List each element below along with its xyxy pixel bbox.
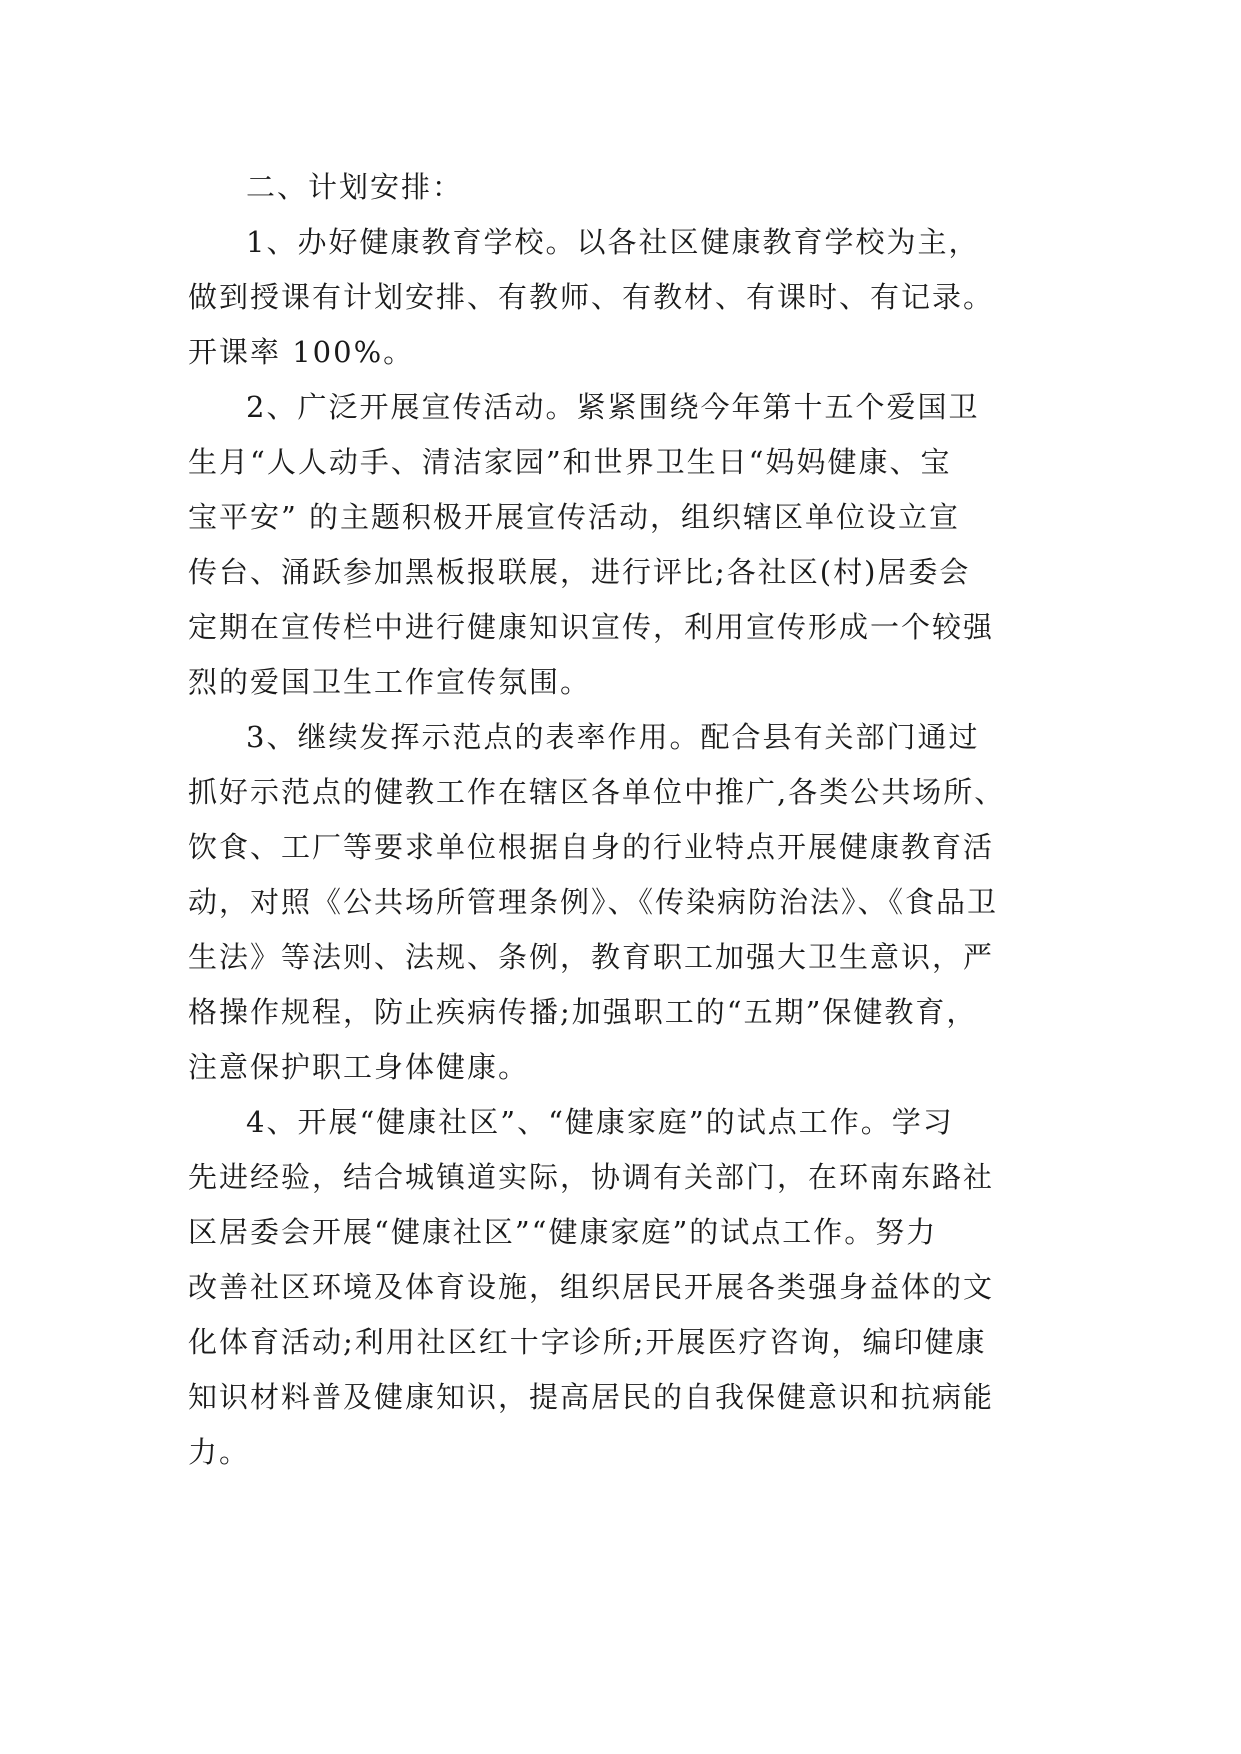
document-body bbox=[188, 160, 1073, 1480]
paragraph-2 bbox=[188, 380, 1073, 710]
paragraph-line: 做到授课有计划安排、有教师、有教材、有课时、有记录。 bbox=[188, 280, 995, 314]
paragraph-line: 力。 bbox=[188, 1435, 251, 1469]
paragraph-line: 4、开展“健康社区”、“健康家庭”的试点工作。学习 bbox=[246, 1105, 954, 1139]
paragraph-line: 动，对照《公共场所管理条例》、《传染病防治法》、《食品卫 bbox=[188, 885, 999, 919]
paragraph-line: 1、办好健康教育学校。以各社区健康教育学校为主， bbox=[246, 225, 980, 259]
paragraph-line: 2、广泛开展宣传活动。紧紧围绕今年第十五个爱国卫 bbox=[246, 390, 980, 424]
paragraph-line: 传台、涌跃参加黑板报联展，进行评比;各社区(村)居委会 bbox=[188, 555, 971, 589]
paragraph-line: 生月“人人动手、清洁家园”和世界卫生日“妈妈健康、宝 bbox=[188, 445, 952, 479]
paragraph-4 bbox=[188, 1095, 1073, 1480]
paragraph-line: 抓好示范点的健教工作在辖区各单位中推广,各类公共场所、 bbox=[188, 775, 1006, 809]
paragraph-3 bbox=[188, 710, 1073, 1095]
paragraph-line: 注意保护职工身体健康。 bbox=[188, 1050, 530, 1084]
section-heading: 二、计划安排： bbox=[246, 170, 464, 204]
paragraph-line: 烈的爱国卫生工作宣传氛围。 bbox=[188, 665, 592, 699]
paragraph-line: 3、继续发挥示范点的表率作用。配合县有关部门通过 bbox=[246, 720, 980, 754]
paragraph-line: 区居委会开展“健康社区”“健康家庭”的试点工作。努力 bbox=[188, 1215, 938, 1249]
paragraph-line: 知识材料普及健康知识，提高居民的自我保健意识和抗病能 bbox=[188, 1380, 995, 1414]
paragraph-line: 生法》等法则、法规、条例，教育职工加强大卫生意识，严 bbox=[188, 940, 995, 974]
paragraph-line: 定期在宣传栏中进行健康知识宣传，利用宣传形成一个较强 bbox=[188, 610, 995, 644]
paragraph-line: 化体育活动;利用社区红十字诊所;开展医疗咨询，编印健康 bbox=[188, 1325, 987, 1359]
paragraph-line: 格操作规程，防止疾病传播;加强职工的“五期”保健教育， bbox=[188, 995, 978, 1029]
paragraph-1 bbox=[188, 215, 1073, 380]
paragraph-line: 先进经验，结合城镇道实际，协调有关部门，在环南东路社 bbox=[188, 1160, 995, 1194]
paragraph-line: 宝平安” 的主题积极开展宣传活动，组织辖区单位设立宣 bbox=[188, 500, 961, 534]
paragraph-line: 饮食、工厂等要求单位根据自身的行业特点开展健康教育活 bbox=[188, 830, 995, 864]
paragraph-line: 改善社区环境及体育设施，组织居民开展各类强身益体的文 bbox=[188, 1270, 995, 1304]
paragraph-line: 开课率 100%。 bbox=[188, 335, 415, 369]
